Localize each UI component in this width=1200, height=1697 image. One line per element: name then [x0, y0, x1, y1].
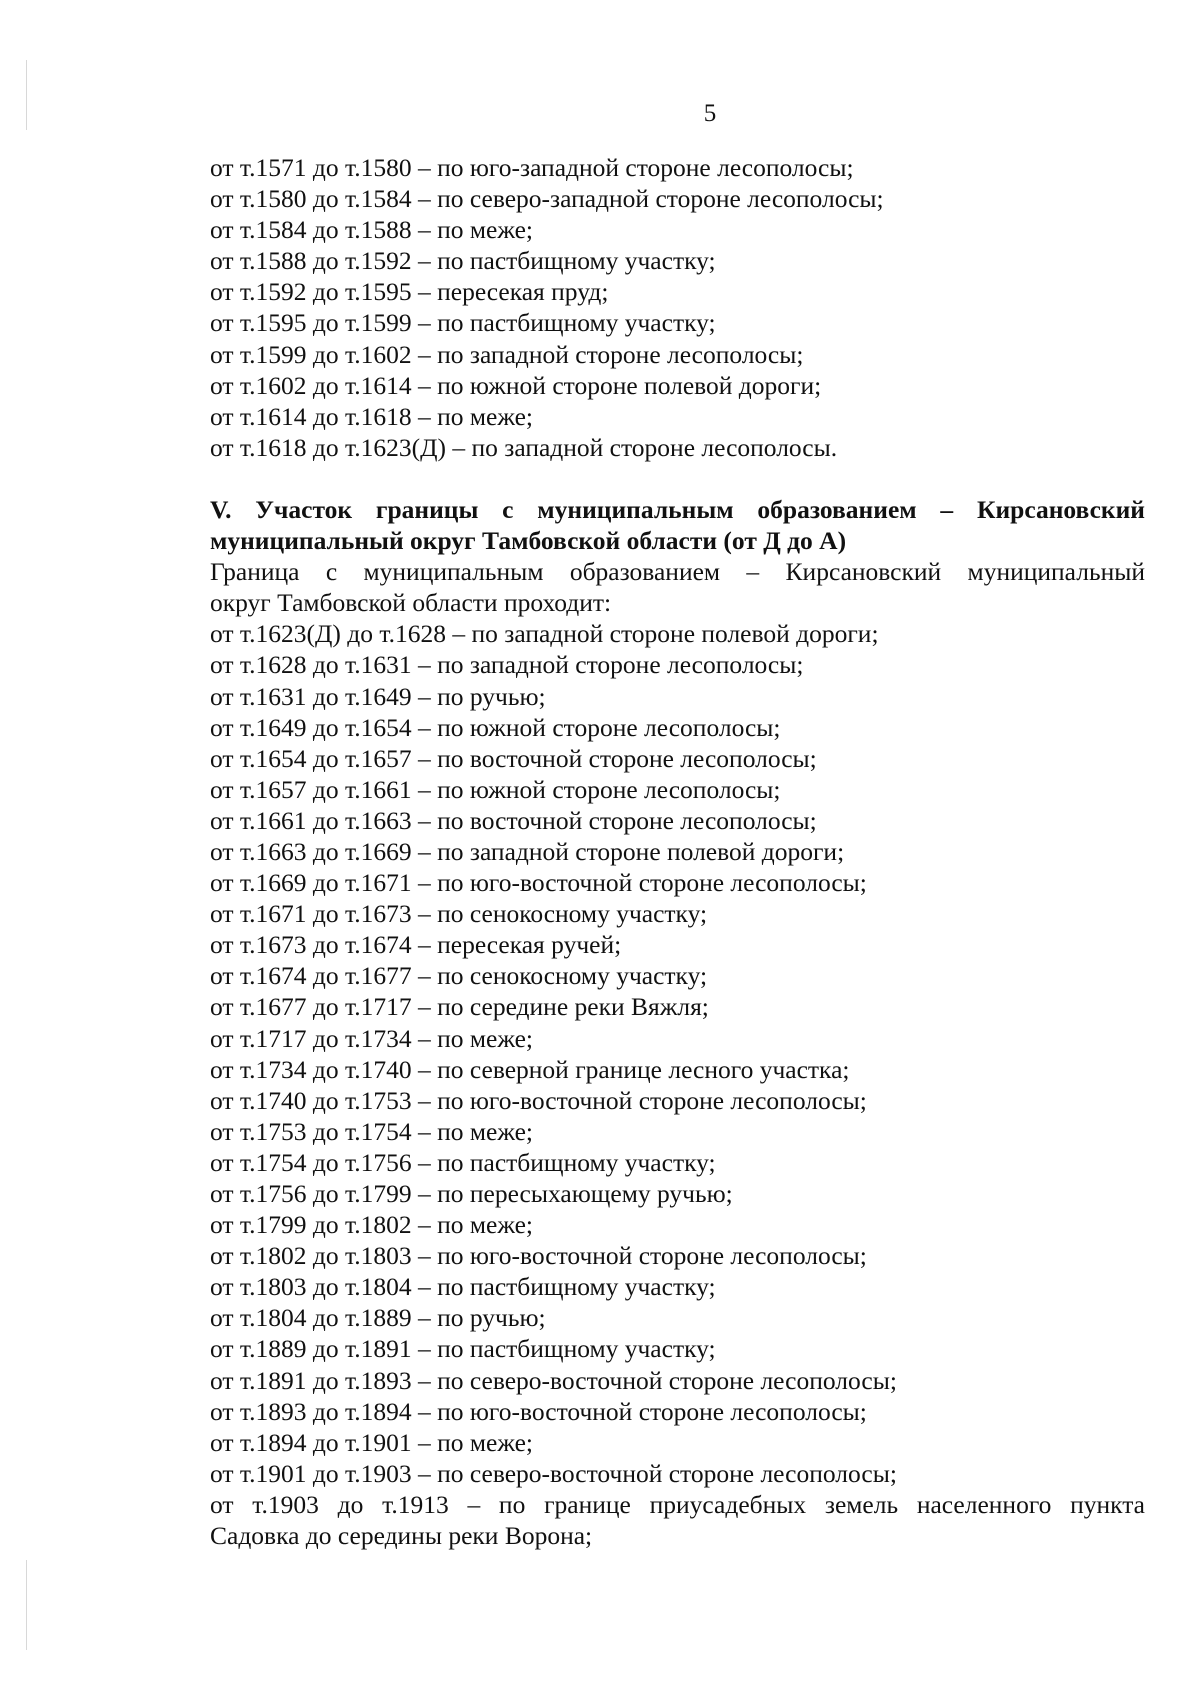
boundary-line: от т.1663 до т.1669 – по западной стороне полевой дороги;: [210, 836, 845, 866]
boundary-line: от т.1893 до т.1894 – по юго-восточной стороне лесополосы;: [210, 1396, 867, 1426]
boundary-line: от т.1673 до т.1674 – пересекая ручей;: [210, 930, 622, 960]
boundary-list-part2: [210, 618, 1145, 1489]
boundary-line: от т.1592 до т.1595 – пересекая пруд;: [210, 277, 609, 307]
final-paragraph: [210, 1489, 1145, 1551]
boundary-line: от т.1649 до т.1654 – по южной стороне лесополосы;: [210, 712, 781, 742]
boundary-line: от т.1901 до т.1903 – по северо-восточной стороне лесополосы;: [210, 1458, 897, 1488]
boundary-line: от т.1891 до т.1893 – по северо-восточной стороне лесополосы;: [210, 1365, 897, 1395]
section-intro-line1: Граница с муниципальным образованием – Кирсановский муниципальный: [210, 557, 1145, 587]
boundary-line: от т.1799 до т.1802 – по меже;: [210, 1210, 534, 1240]
section-intro: [210, 556, 1145, 618]
boundary-line: от т.1756 до т.1799 – по пересыхающему ручью;: [210, 1179, 733, 1208]
boundary-line: от т.1677 до т.1717 – по середине реки Вяжля;: [210, 992, 709, 1022]
boundary-line: от т.1717 до т.1734 – по меже;: [210, 1023, 534, 1053]
section-heading-line1: V. Участок границы с муниципальным образованием – Кирсановский: [210, 494, 1145, 524]
boundary-line: от т.1894 до т.1901 – по меже;: [210, 1427, 534, 1457]
boundary-line: от т.1661 до т.1663 – по восточной стороне лесополосы;: [210, 805, 817, 835]
section-spacer: [210, 463, 1145, 494]
document-body: [210, 152, 1145, 1551]
final-paragraph-line1: от т.1903 до т.1913 – по границе приусадебных земель населенного пункта: [210, 1489, 1145, 1519]
boundary-line: от т.1571 до т.1580 – по юго-западной стороне лесополосы;: [210, 153, 854, 182]
boundary-line: от т.1618 до т.1623(Д) – по западной стороне лесополосы.: [210, 432, 838, 462]
boundary-line: от т.1804 до т.1889 – по ручью;: [210, 1303, 546, 1333]
boundary-line: от т.1674 до т.1677 – по сенокосному участку;: [210, 961, 708, 991]
boundary-line: от т.1889 до т.1891 – по пастбищному участку;: [210, 1334, 716, 1364]
boundary-line: от т.1628 до т.1631 – по западной стороне лесополосы;: [210, 650, 804, 680]
boundary-line: от т.1631 до т.1649 – по ручью;: [210, 681, 546, 711]
section-intro-line2: округ Тамбовской области проходит:: [210, 588, 612, 618]
boundary-line: от т.1584 до т.1588 – по меже;: [210, 215, 534, 245]
scan-edge-mark-bottom: [26, 1560, 27, 1650]
boundary-line: от т.1595 до т.1599 – по пастбищному участку;: [210, 308, 716, 338]
section-heading-line2: муниципальный округ Тамбовской области (от Д до А): [210, 526, 847, 556]
boundary-line: от т.1602 до т.1614 – по южной стороне полевой дороги;: [210, 370, 822, 400]
final-paragraph-line2: Садовка до середины реки Ворона;: [210, 1521, 593, 1551]
boundary-line: от т.1669 до т.1671 – по юго-восточной стороне лесополосы;: [210, 868, 867, 898]
boundary-line: от т.1623(Д) до т.1628 – по западной стороне полевой дороги;: [210, 619, 879, 649]
boundary-line: от т.1654 до т.1657 – по восточной стороне лесополосы;: [210, 743, 817, 773]
boundary-line: от т.1580 до т.1584 – по северо-западной стороне лесополосы;: [210, 184, 884, 214]
boundary-line: от т.1588 до т.1592 – по пастбищному участку;: [210, 246, 716, 276]
boundary-line: от т.1803 до т.1804 – по пастбищному участку;: [210, 1272, 716, 1302]
page-number: 5: [703, 100, 717, 127]
boundary-line: от т.1657 до т.1661 – по южной стороне лесополосы;: [210, 774, 781, 804]
boundary-line: от т.1740 до т.1753 – по юго-восточной стороне лесополосы;: [210, 1085, 867, 1115]
boundary-line: от т.1671 до т.1673 – по сенокосному участку;: [210, 899, 708, 929]
boundary-line: от т.1734 до т.1740 – по северной границе лесного участка;: [210, 1054, 850, 1084]
boundary-line: от т.1754 до т.1756 – по пастбищному участку;: [210, 1147, 716, 1177]
boundary-line: от т.1614 до т.1618 – по меже;: [210, 401, 534, 431]
boundary-list-part1: [210, 152, 1145, 463]
boundary-line: от т.1802 до т.1803 – по юго-восточной стороне лесополосы;: [210, 1241, 867, 1271]
section-heading: [210, 494, 1145, 556]
boundary-line: от т.1753 до т.1754 – по меже;: [210, 1116, 534, 1146]
boundary-line: от т.1599 до т.1602 – по западной стороне лесополосы;: [210, 339, 804, 369]
